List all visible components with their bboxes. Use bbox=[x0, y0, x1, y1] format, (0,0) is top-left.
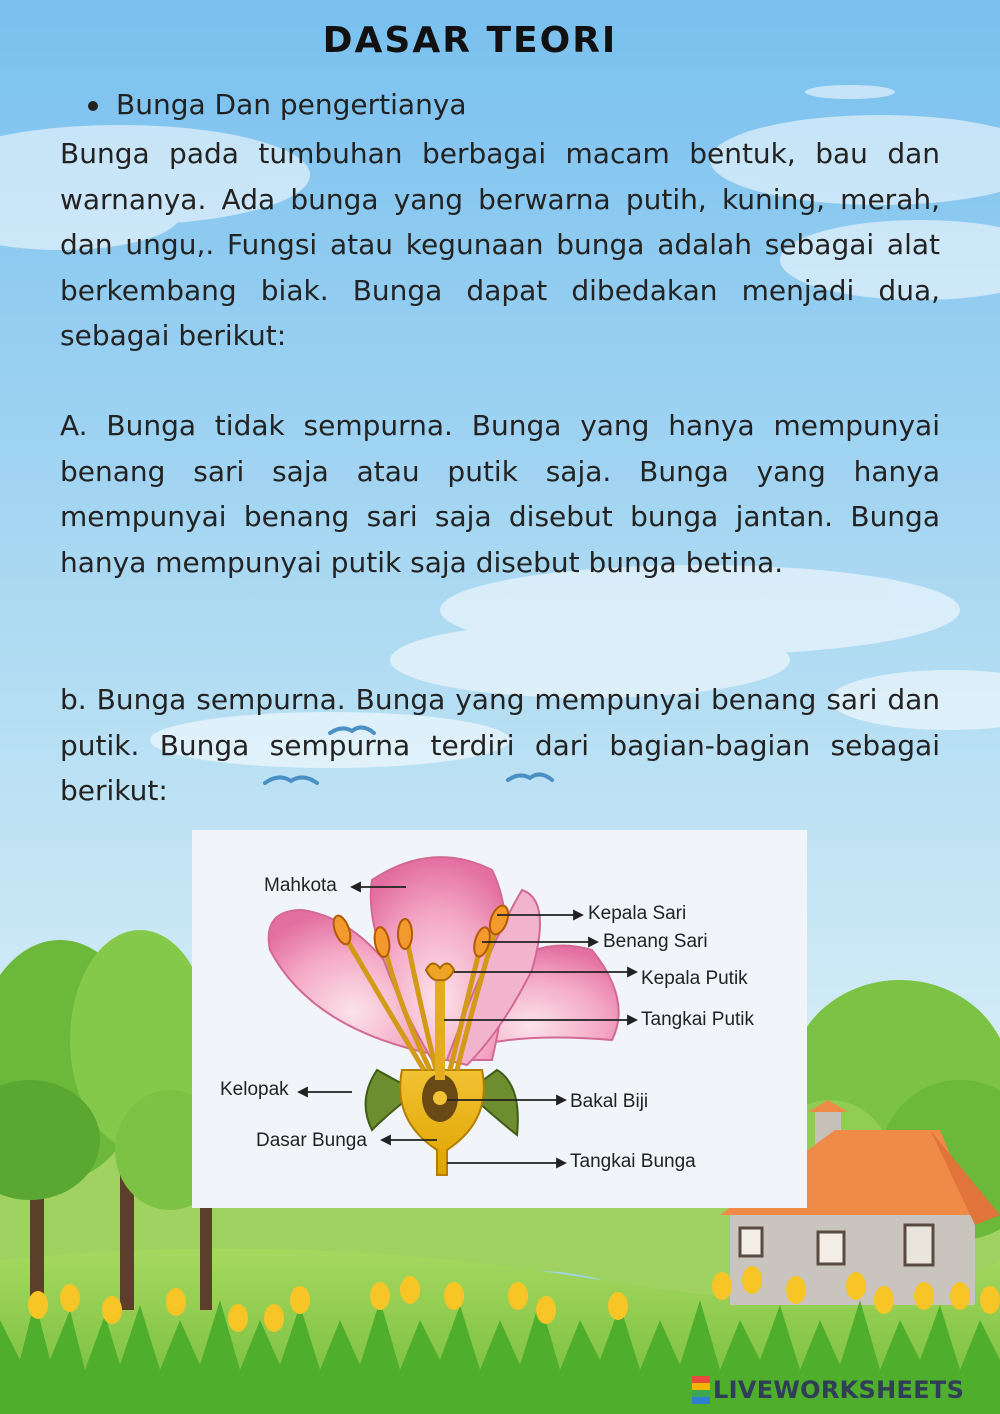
paragraph-intro: Bunga pada tumbuhan berbagai macam bentuk, bau dan warnanya. Ada bunga yang berwarna putih, kuning, merah, dan ungu,. Fungsi atau kegunaan bunga adalah sebagai alat berkembang biak. Bunga dapat dibedakan menjadi dua, sebagai berikut: bbox=[60, 137, 940, 352]
paragraph-perfect-flower: b. Bunga sempurna. Bunga yang mempunyai benang sari dan putik. Bunga sempurna terdiri dari bagian-bagian sebagai berikut: bbox=[60, 683, 940, 807]
liveworksheets-text: LIVEWORKSHEETS bbox=[713, 1376, 965, 1404]
label-kepala-sari: Kepala Sari bbox=[588, 903, 687, 924]
liveworksheets-logo[interactable] bbox=[692, 1374, 964, 1406]
label-bakal-biji: Bakal Biji bbox=[570, 1091, 649, 1112]
label-mahkota: Mahkota bbox=[264, 875, 337, 896]
label-kepala-putik: Kepala Putik bbox=[641, 968, 748, 989]
label-benang-sari: Benang Sari bbox=[603, 931, 708, 952]
paragraph-imperfect-flower: A. Bunga tidak sempurna. Bunga yang hanya mempunyai benang sari saja atau putik saja. Bunga yang hanya mempunyai benang sari saja disebut bunga jantan. Bunga hanya mempunyai putik saja disebut bunga betina. bbox=[60, 409, 940, 579]
label-tangkai-bunga: Tangkai Bunga bbox=[570, 1151, 696, 1172]
style bbox=[435, 980, 445, 1080]
label-tangkai-putik: Tangkai Putik bbox=[641, 1009, 755, 1030]
flower-diagram bbox=[192, 830, 807, 1208]
bullet-heading: Bunga Dan pengertianya bbox=[88, 88, 467, 121]
label-kelopak: Kelopak bbox=[220, 1079, 289, 1100]
label-dasar-bunga: Dasar Bunga bbox=[256, 1130, 367, 1151]
liveworksheets-mark-icon bbox=[692, 1376, 710, 1404]
page-title: DASAR TEORI bbox=[322, 20, 618, 61]
